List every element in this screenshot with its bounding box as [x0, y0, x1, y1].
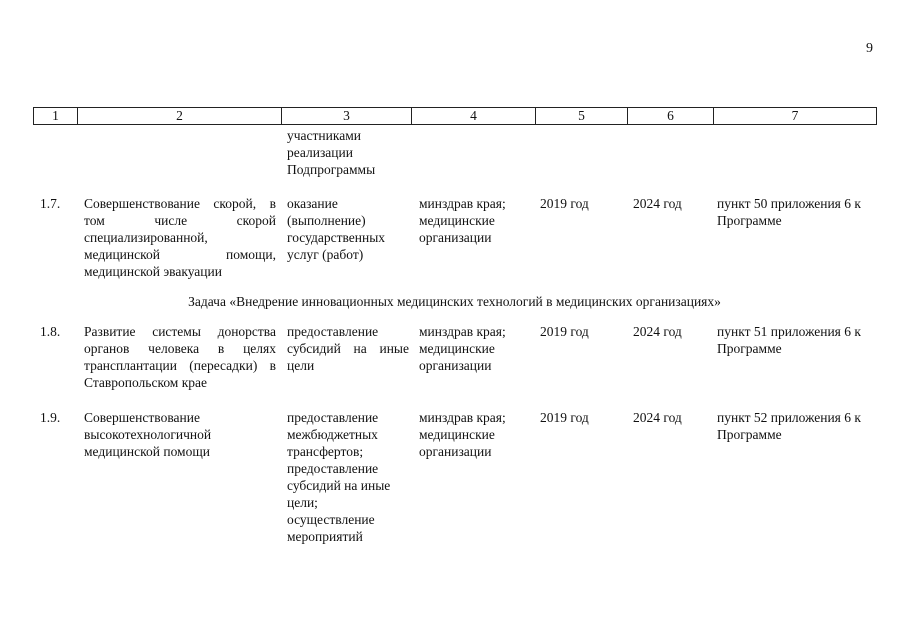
event-type: предоставление межбюджетных трансфертов; предоставление субсидий на иные цели; осуществление мероприятий	[287, 410, 391, 544]
event-name: Совершенствование скорой, в том числе скорой специализированной, медицинской помощи, медицинской эвакуации	[84, 196, 276, 279]
start-year: 2019 год	[540, 196, 589, 211]
event-name: Совершенствование высокотехнологичной медицинской помощи	[84, 410, 212, 459]
reference: пункт 52 приложения 6 к Программе	[717, 410, 861, 442]
start-year: 2019 год	[540, 324, 589, 339]
header-col-6: 6	[628, 108, 714, 125]
event-type: оказание (выполнение) государственных услуг (работ)	[287, 196, 386, 262]
continuation-type-text: участниками реализации Подпрограммы	[287, 128, 376, 177]
responsible: минздрав края; медицинские организации	[419, 196, 506, 245]
reference: пункт 50 приложения 6 к Программе	[717, 196, 861, 228]
header-col-4: 4	[412, 108, 536, 125]
event-name: Развитие системы донорства органов человека в целях трансплантации (пересадки) в Ставропольском крае	[84, 324, 276, 390]
event-type: предоставление субсидий на иные цели	[287, 324, 409, 373]
task-heading: Задача «Внедрение инновационных медицинских технологий в медицинских организациях»	[188, 294, 721, 309]
header-col-1: 1	[34, 108, 78, 125]
end-year: 2024 год	[633, 324, 682, 339]
responsible: минздрав края; медицинские организации	[419, 324, 506, 373]
end-year: 2024 год	[633, 410, 682, 425]
header-col-5: 5	[536, 108, 628, 125]
page-number: 9	[866, 41, 873, 56]
header-row	[34, 108, 877, 125]
start-year: 2019 год	[540, 410, 589, 425]
reference: пункт 51 приложения 6 к Программе	[717, 324, 861, 356]
row-number: 1.8.	[40, 324, 61, 339]
row-number: 1.9.	[40, 410, 61, 425]
header-col-3: 3	[282, 108, 412, 125]
responsible: минздрав края; медицинские организации	[419, 410, 506, 459]
header-col-7: 7	[714, 108, 877, 125]
row-number: 1.7.	[40, 196, 61, 211]
column-number-header	[33, 107, 877, 125]
end-year: 2024 год	[633, 196, 682, 211]
header-col-2: 2	[78, 108, 282, 125]
